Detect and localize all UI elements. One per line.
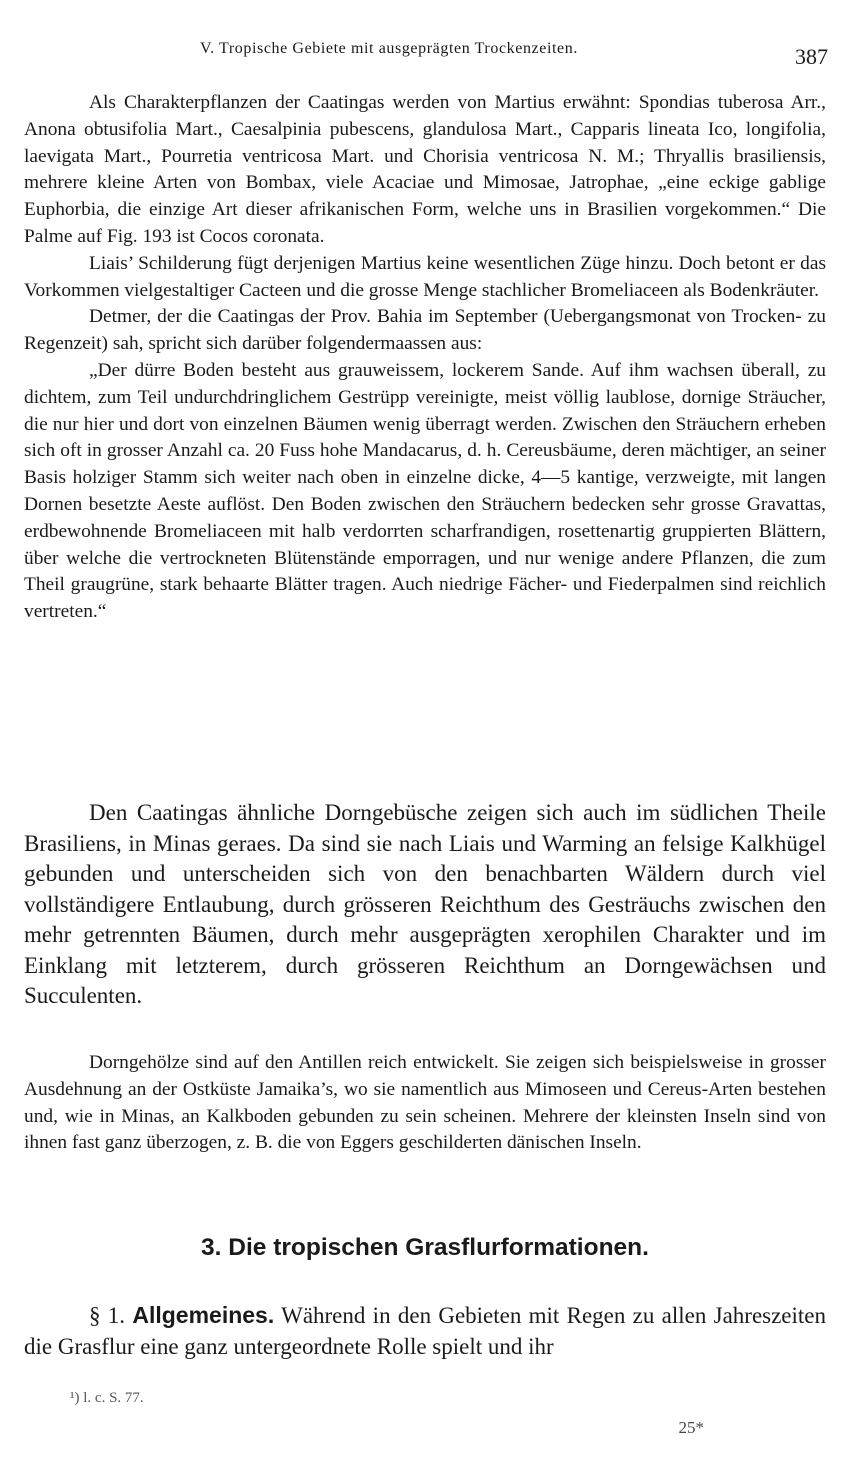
body-text-block-2	[24, 798, 826, 1012]
footnote: ¹) l. c. S. 77.	[70, 1390, 144, 1406]
paragraph-detmer: Detmer, der die Caatingas der Prov. Bahia im September (Uebergangsmonat von Trocken- zu Regenzeit) sah, spricht sich darüber folgendermaassen aus:	[24, 306, 826, 355]
paragraph-detmer-quote: „Der dürre Boden besteht aus grauweissem, lockerem Sande. Auf ihm wachsen überall, zu dichtem, zum Teil undurchdringlichem Gestrüpp vereinigte, meist völlig laublose, dornige Sträucher, die nur hier und dort von einzelnen Bäumen wenig überragt werden. Zwischen den Sträuchern erheben sich oft in grosser Anzahl ca. 20 Fuss hohe Mandacarus, d. h. Cereusbäume, deren mächtiger, an seiner Basis holziger Stamm sich weiter nach oben in einzelne dicke, 4—5 kantige, verzweigte, mit langen Dornen besetzte Aeste auflöst. Den Boden zwischen den Sträuchern bedecken sehr grosse Gravattas, erdbewohnende Bromeliaceen mit halb verdorrten scharfrandigen, rosettenartig gruppierten Blättern, über welche die vertrockneten Blütenstände emporragen, und nur wenige andere Pflanzen, die zum Theil graugrüne, stark behaarte Blätter tragen. Auch niedrige Fächer- und Fiederpalmen sind reichlich vertreten.“	[24, 359, 826, 623]
page-number: 387	[795, 44, 828, 69]
signature-mark: 25*	[678, 1418, 704, 1437]
paragraph-antillen: Dorngehölze sind auf den Antillen reich entwickelt. Sie zeigen sich beispielsweise in grosser Ausdehnung an der Ostküste Jamaika’s, wo sie namentlich aus Mimoseen und Cereus-Arten bestehen und, wie in Minas, an Kalkboden gebunden zu sein scheinen. Mehrere der kleinsten Inseln sind von ihnen fast ganz überzogen, z. B. die von Eggers geschilderten dänischen Inseln.	[24, 1052, 826, 1154]
paragraph-allgemeines	[24, 1300, 826, 1362]
body-text-block-1	[24, 90, 826, 626]
running-head: V. Tropische Gebiete mit ausgeprägten Trockenzeiten.	[200, 40, 578, 57]
paragraph-liais: Liais’ Schilderung fügt derjenigen Martius keine wesentlichen Züge hinzu. Doch betont er das Vorkommen vielgestaltiger Cacteen und die grosse Menge stachlicher Bromeliaceen als Bodenkräuter.	[24, 252, 826, 301]
subsection-mark: § 1.	[89, 1303, 126, 1328]
body-text-block-4	[24, 1300, 826, 1362]
body-text-block-3	[24, 1050, 826, 1157]
paragraph-minas: Den Caatingas ähnliche Dorngebüsche zeigen sich auch im südlichen Theile Brasiliens, in Minas geraes. Da sind sie nach Liais und Warming an felsige Kalkhügel gebunden und unterscheiden sich von den benachbarten Wäldern durch viel vollständigere Entlaubung, durch grösseren Reichthum des Gesträuchs zwischen den mehr getrennten Bäumen, durch mehr ausgeprägten xerophilen Charakter und im Einklang mit letzterem, durch grösseren Reichthum an Dorngewächsen und Succulenten.	[24, 800, 826, 1008]
subsection-title: Allgemeines.	[132, 1302, 275, 1328]
section-heading: 3. Die tropischen Grasflurformationen.	[201, 1234, 649, 1261]
paragraph-martius: Als Charakterpflanzen der Caatingas werden von Martius erwähnt: Spondias tuberosa Arr., Anona obtusifolia Mart., Caesalpinia pubescens, glandulosa Mart., Capparis lineata Ico, longifolia, laevigata Mart., Pourretia ventricosa Mart. und Chorisia ventricosa N. M.; Thryallis brasiliensis, mehrere kleine Arten von Bombax, viele Acaciae und Mimosae, Jatrophae, „eine eckige gablige Euphorbia, die einzige Art dieser afrikanischen Form, welche uns in Brasilien vorgekommen.“ Die Palme auf Fig. 193 ist Cocos coronata.	[24, 92, 826, 247]
subsection-text: Während in den Gebieten mit Regen zu allen Jahreszeiten die Grasflur eine ganz untergeordnete Rolle spielt und ihr	[24, 1303, 827, 1359]
